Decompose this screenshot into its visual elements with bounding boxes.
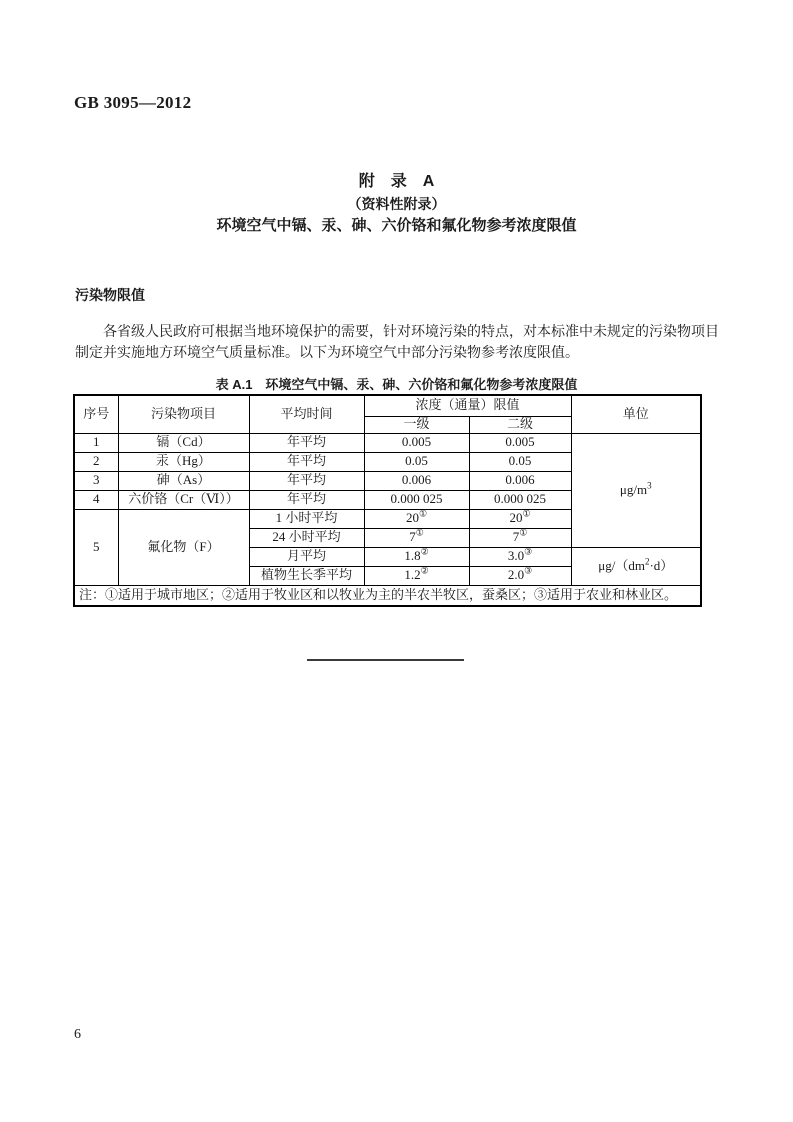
unit-exponent: 3 [647,480,652,491]
footnote-marker: ① [418,508,428,519]
cell-pollutant: 砷（As） [118,471,249,490]
value: 0.006 [401,472,432,488]
appendix-title-block [0,171,793,237]
cell-seq: 2 [74,452,118,471]
cell-seq: 1 [74,433,118,452]
cell-seq: 3 [74,471,118,490]
cell-avg-time: 年平均 [249,490,364,509]
footnote-marker: ① [522,508,531,519]
value: 7 [409,529,416,545]
footnote-marker: ② [420,565,429,576]
cell-level1 [364,509,469,528]
appendix-heading: 环境空气中镉、汞、砷、六价铬和氟化物参考浓度限值 [216,217,577,234]
value: 0.05 [405,453,428,469]
value: 20 [509,510,523,526]
appendix-subtitle: （资料性附录） [347,196,446,212]
footnote-marker: ② [420,546,429,557]
cell-avg-time: 年平均 [249,471,364,490]
cell-pollutant: 汞（Hg） [118,452,249,471]
table-note-row [74,585,701,606]
cell-level1 [364,433,469,452]
cell-level2 [469,490,571,509]
value: 0.005 [401,434,432,450]
appendix-title: 附 录 A [358,173,435,190]
header-pollutant: 污染物项目 [118,395,249,433]
unit-text: μg/m [619,481,648,497]
cell-level2 [469,433,571,452]
value: 0.000 025 [390,491,443,507]
page-number: 6 [74,1027,81,1042]
cell-level2 [469,509,571,528]
table-caption: 表 A.1 环境空气中镉、汞、砷、六价铬和氟化物参考浓度限值 [215,377,578,392]
cell-level1 [364,547,469,566]
cell-avg-time: 1 小时平均 [249,509,364,528]
value: 3.0 [507,548,525,564]
table-note: 注：①适用于城市地区；②适用于牧业区和以牧业为主的半农半牧区，蚕桑区；③适用于农业和林业区。 [74,585,701,606]
value: 0.05 [508,453,532,469]
header-seq: 序号 [74,395,118,433]
table-row [74,433,701,452]
cell-avg-time: 24 小时平均 [249,528,364,547]
footnote-marker: ③ [524,565,533,576]
cell-level1 [364,566,469,585]
value: 20 [405,510,419,526]
cell-pollutant: 氟化物（F） [118,509,249,585]
cell-level2 [469,528,571,547]
cell-avg-time: 年平均 [249,433,364,452]
cell-avg-time: 月平均 [249,547,364,566]
value: 7 [512,529,520,545]
cell-level2 [469,471,571,490]
cell-level1 [364,490,469,509]
cell-pollutant: 六价铬（Cr（Ⅵ）） [118,490,249,509]
cell-level2 [469,566,571,585]
cell-level1 [364,528,469,547]
value: 0.005 [505,434,535,450]
cell-unit-volume [571,433,701,547]
value: 2.0 [507,567,525,583]
cell-avg-time: 年平均 [249,452,364,471]
cell-level1 [364,452,469,471]
header-avg-time: 平均时间 [249,395,364,433]
cell-pollutant: 镉（Cd） [118,433,249,452]
unit-text: ·d） [649,557,674,573]
cell-unit-flux [571,547,701,585]
limits-table [73,394,702,607]
footnote-marker: ① [415,527,424,538]
table-header-row-1 [74,395,701,416]
footnote-marker: ③ [524,546,533,557]
document-code: GB 3095—2012 [74,93,192,112]
unit-text: μg/（dm [598,557,645,573]
footnote-marker: ① [519,527,528,538]
unit-exponent: 2 [644,556,650,567]
cell-seq: 5 [74,509,118,585]
cell-level2 [469,452,571,471]
value: 1.2 [404,567,421,583]
cell-seq: 4 [74,490,118,509]
cell-level1 [364,471,469,490]
header-level2: 二级 [469,416,571,433]
value: 0.006 [505,472,535,488]
value: 1.8 [404,548,421,564]
header-unit: 单位 [571,395,701,433]
cell-avg-time: 植物生长季平均 [249,566,364,585]
header-level1: 一级 [364,416,469,433]
body-paragraph: 各省级人民政府可根据当地环境保护的需要，针对环境污染的特点，对本标准中未规定的污染物项目制定并实施地方环境空气质量标准。以下为环境空气中部分污染物参考浓度限值。 [75,325,719,361]
end-of-section-divider [307,659,464,661]
section-heading: 污染物限值 [75,287,145,303]
header-limit-group: 浓度（通量）限值 [364,395,571,416]
cell-level2 [469,547,571,566]
value: 0.000 025 [494,491,546,507]
